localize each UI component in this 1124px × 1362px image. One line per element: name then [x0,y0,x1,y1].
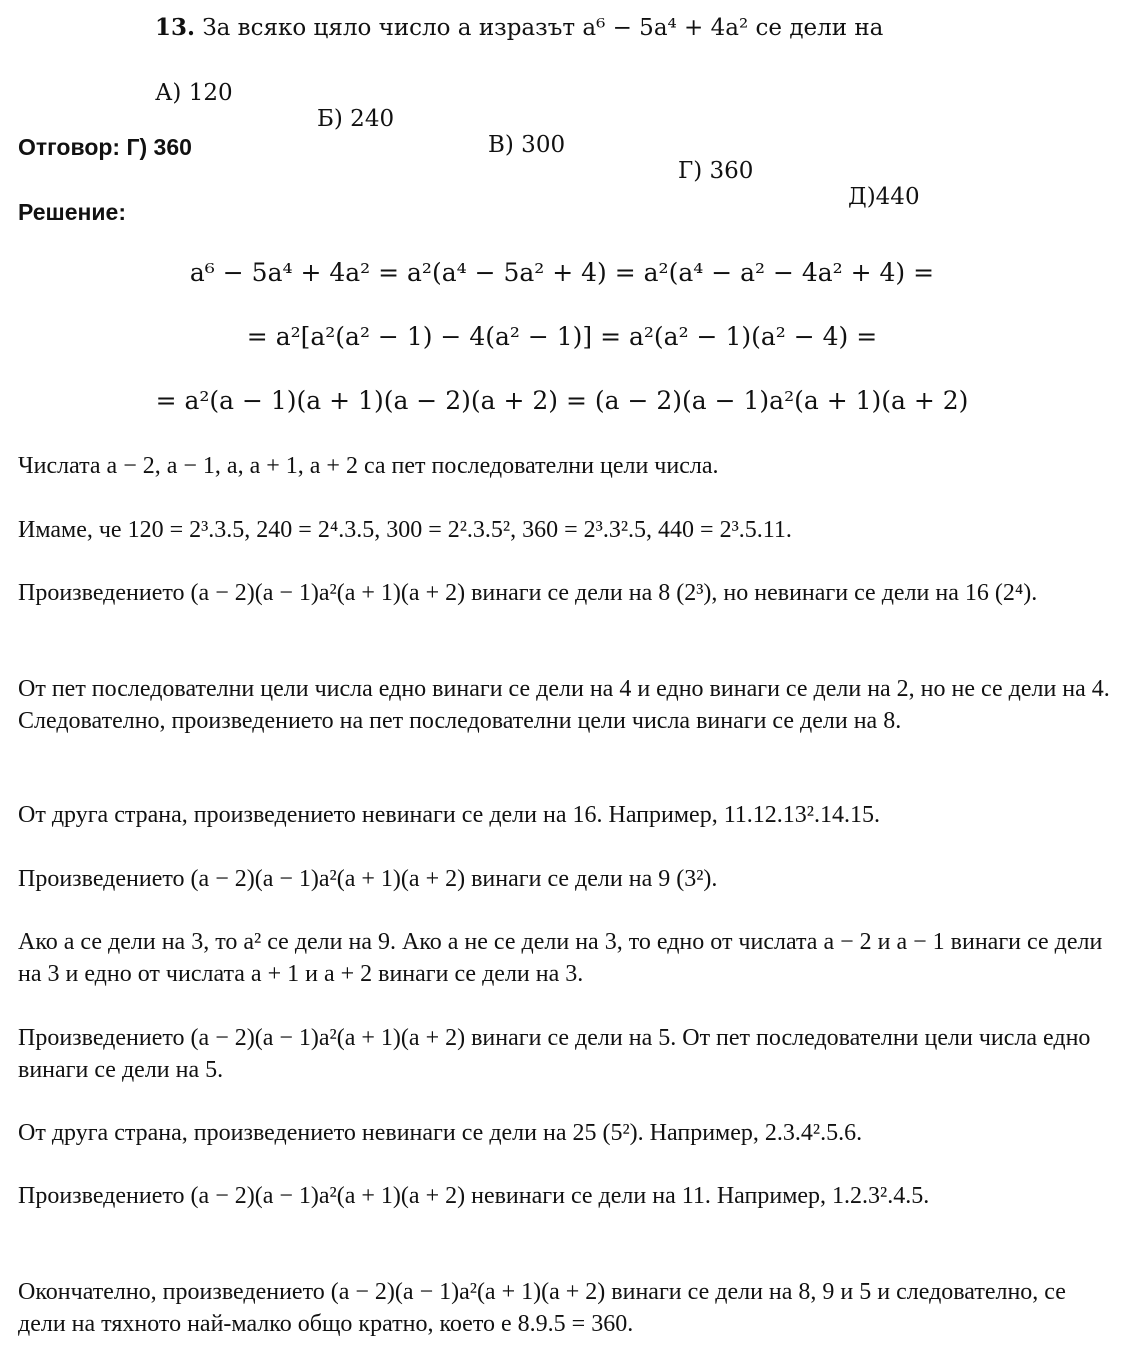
solution-label: Решение: [18,199,127,225]
paragraph: Окончателно, произведението (a − 2)(a − 1)a²(a + 1)(a + 2) винаги се дели на 8, 9 и 5 и следователно, се дели на тяхното най-малко общо кратно, което е 8.9.5 = 360. [18,1279,1066,1337]
paragraph: Произведението (a − 2)(a − 1)a²(a + 1)(a + 2) винаги се дели на 5. От пет последователни цели числа едно винаги се дели на 5. [18,1025,1091,1083]
answer: Отговор: Г) 360 [18,134,192,160]
option-g: Г) 360 [678,158,754,184]
answer-options [155,54,920,210]
equation-3: = a²(a − 1)(a + 1)(a − 2)(a + 2) = (a − 2)(a − 1)a²(a + 1)(a + 2) [155,386,969,415]
question-text: За всяко цяло число a изразът a⁶ − 5a⁴ + 4a² се дели на [202,15,884,41]
equation-2: = a²[a²(a² − 1) − 4(a² − 1)] = a²(a² − 1)(a² − 4) = [246,322,878,351]
paragraph: Ако a се дели на 3, то a² се дели на 9. Ако a не се дели на 3, то едно от числата a − 2 и a − 1 винаги се дели на 3 и едно от числата a + 1 и a + 2 винаги се дели на 3. [18,929,1103,987]
option-v: В) 300 [488,132,566,158]
paragraph: От пет последователни цели числа едно винаги се дели на 4 и едно винаги се дели на 2, но не се дели на 4. Следователно, произведението на пет последователни цели числа винаги се дели на 8. [18,676,1110,734]
question-line [155,14,883,41]
paragraph: Произведението (a − 2)(a − 1)a²(a + 1)(a + 2) невинаги се дели на 11. Например, 1.2.3².4.5. [18,1183,930,1209]
question-number: 13. [155,14,196,41]
option-b: Б) 240 [317,106,395,132]
paragraph: Произведението (a − 2)(a − 1)a²(a + 1)(a + 2) винаги се дели на 8 (2³), но невинаги се дели на 16 (2⁴). [18,580,1038,606]
paragraph: Имаме, че 120 = 2³.3.5, 240 = 2⁴.3.5, 300 = 2².3.5², 360 = 2³.3².5, 440 = 2³.5.11. [18,517,792,543]
paragraph: От друга страна, произведението невинаги се дели на 25 (5²). Например, 2.3.4².5.6. [18,1120,863,1146]
option-d: Д)440 [848,184,920,210]
paragraph: Числата a − 2, a − 1, a, a + 1, a + 2 са пет последователни цели числа. [18,453,719,479]
paragraph: От друга страна, произведението невинаги се дели на 16. Например, 11.12.13².14.15. [18,802,880,828]
equation-1: a⁶ − 5a⁴ + 4a² = a²(a⁴ − 5a² + 4) = a²(a⁴ − a² − 4a² + 4) = [189,258,935,287]
option-a: А) 120 [155,80,233,106]
paragraph: Произведението (a − 2)(a − 1)a²(a + 1)(a + 2) винаги се дели на 9 (3²). [18,866,718,892]
